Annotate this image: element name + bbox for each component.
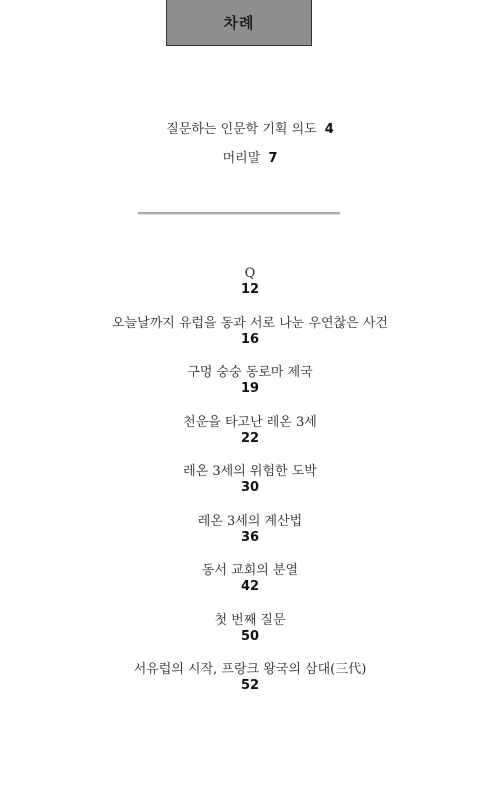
toc-entry[interactable] <box>0 464 500 514</box>
toc-entry-page: 52 <box>240 678 260 693</box>
section-divider <box>138 212 340 215</box>
toc-entry-title: 서유럽의 시작, 프랑크 왕국의 삼대(三代) <box>133 662 367 677</box>
toc-entry-title: 레온 3세의 위험한 도박 <box>183 464 317 479</box>
toc-entry-title: 첫 번째 질문 <box>214 612 286 628</box>
toc-entry[interactable] <box>0 662 500 712</box>
toc-entry-title: 구멍 숭숭 동로마 제국 <box>187 365 313 380</box>
front-matter-item-preface[interactable] <box>0 151 500 167</box>
toc-entry-page: 36 <box>240 529 260 545</box>
toc-entry[interactable] <box>0 365 500 415</box>
toc-entry[interactable] <box>0 415 500 465</box>
toc-entry-title: 레온 3세의 계산법 <box>197 513 303 529</box>
front-matter-title: 머리말 <box>222 151 261 166</box>
toc-entry-title: 천운을 타고난 레온 3세 <box>183 414 317 430</box>
toc-entry-page: 16 <box>240 331 260 347</box>
toc-entry[interactable] <box>0 514 500 564</box>
front-matter-title: 질문하는 인문학 기획 의도 <box>166 122 317 137</box>
front-matter-item-intent[interactable] <box>0 122 500 138</box>
toc-entry-title: 오늘날까지 유럽을 동과 서로 나눈 우연찮은 사건 <box>112 315 388 331</box>
toc-entry-page: 42 <box>240 579 260 594</box>
toc-entry[interactable] <box>0 316 500 366</box>
front-matter-page: 4 <box>324 122 334 137</box>
toc-entry-title: Q <box>244 266 256 281</box>
toc-entry-page: 50 <box>240 628 260 644</box>
toc-entry[interactable] <box>0 613 500 663</box>
toc-list <box>0 266 500 712</box>
toc-entry[interactable] <box>0 563 500 613</box>
toc-entry-page: 30 <box>240 480 260 495</box>
toc-entry[interactable] <box>0 266 500 316</box>
toc-entry-page: 22 <box>240 430 260 446</box>
front-matter-page: 7 <box>268 151 278 166</box>
toc-entry-title: 동서 교회의 분열 <box>201 563 299 578</box>
toc-title: 차례 <box>223 14 255 32</box>
toc-entry-page: 19 <box>240 381 260 396</box>
toc-entry-page: 12 <box>240 282 260 297</box>
toc-title-box <box>166 0 312 46</box>
